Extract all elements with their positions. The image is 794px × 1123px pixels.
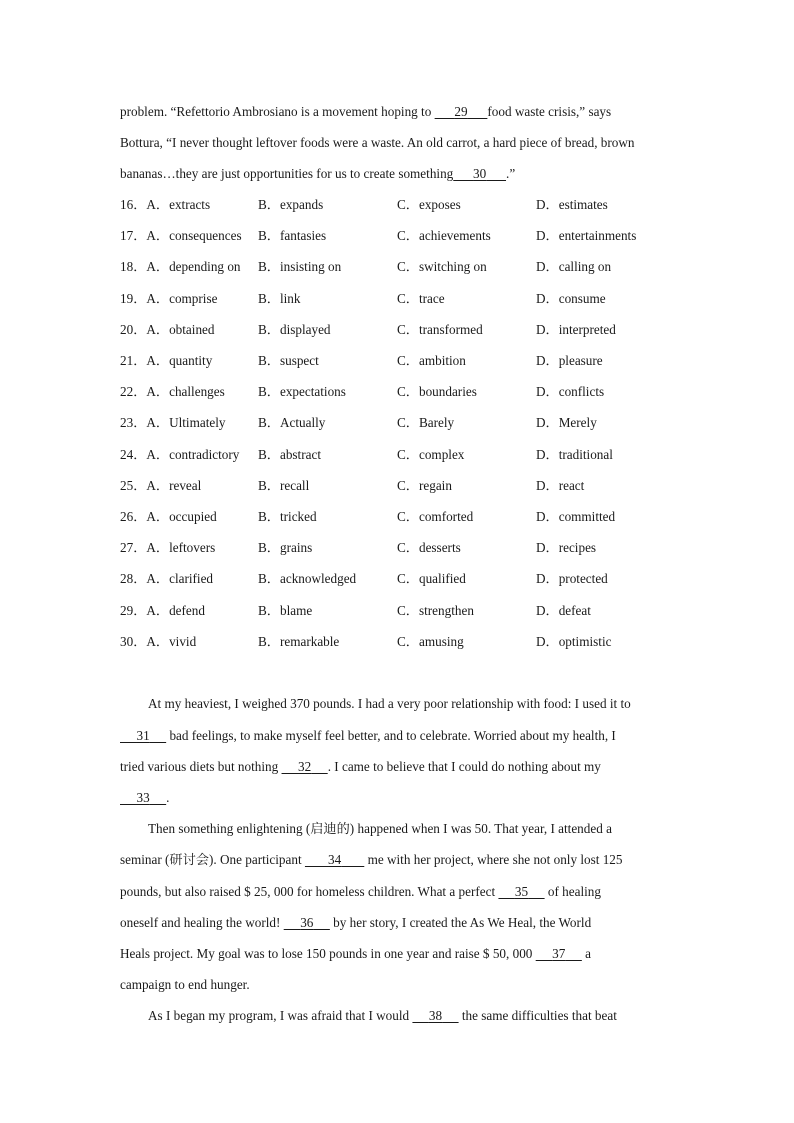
option-b: B．fantasies — [258, 228, 327, 244]
option-d: D．recipes — [536, 540, 597, 556]
question-row — [120, 353, 680, 369]
passage-line: pounds, but also raised $ 25, 000 for homeless children. What a perfect 35 of healing — [120, 884, 601, 899]
option-d: D．estimates — [536, 197, 608, 212]
option-a: 23．A．Ultimately — [120, 415, 226, 431]
passage-line: 33 . — [120, 790, 169, 806]
option-d: D．committed — [536, 509, 616, 524]
passage-line: At my heaviest, I weighed 370 pounds. I had a very poor relationship with food: I used it to — [148, 696, 631, 711]
option-b: B．blame — [258, 602, 313, 618]
question-row — [120, 571, 680, 587]
option-d: D．protected — [536, 571, 608, 587]
blank-36: 36 — [300, 915, 314, 930]
option-c: C．strengthen — [397, 602, 474, 618]
text: food waste crisis,” says — [487, 104, 612, 119]
option-c: C．desserts — [397, 540, 461, 556]
option-d: D．Merely — [536, 415, 597, 431]
blank-32: 32 — [298, 759, 312, 774]
option-b: B．insisting on — [258, 259, 342, 275]
passage-line — [120, 104, 611, 120]
option-d: D．react — [536, 477, 585, 493]
question-row — [120, 603, 680, 619]
text: bananas…they are just opportunities for us to create something — [120, 166, 454, 181]
passage-line: Bottura, “I never thought leftover foods were a waste. An old carrot, a hard piece of bread, brown — [120, 135, 635, 150]
option-b: B．tricked — [258, 509, 317, 524]
option-b: B．recall — [258, 477, 310, 493]
option-c: C．regain — [397, 477, 452, 493]
passage-line: Heals project. My goal was to lose 150 pounds in one year and raise $ 50, 000 37 a — [120, 946, 591, 961]
option-b: B．Actually — [258, 415, 326, 431]
option-d: D．pleasure — [536, 353, 603, 368]
option-c: C．Barely — [397, 415, 455, 431]
passage-line: seminar (研讨会). One participant 34 me with her project, where she not only lost 125 — [120, 852, 623, 867]
question-row — [120, 384, 680, 400]
option-c: C．trace — [397, 290, 445, 306]
option-a: 26．A．occupied — [120, 509, 217, 524]
question-row — [120, 259, 680, 275]
option-a: 30．A．vivid — [120, 633, 197, 649]
option-b: B．expectations — [258, 384, 346, 400]
option-c: C．ambition — [397, 353, 466, 368]
option-d: D．defeat — [536, 602, 591, 618]
option-b: B．abstract — [258, 446, 321, 462]
passage-line: oneself and healing the world! 36 by her story, I created the As We Heal, the World — [120, 915, 592, 930]
option-a: 24．A．contradictory — [120, 446, 240, 462]
option-a: 25．A．reveal — [120, 477, 202, 493]
option-d: D．consume — [536, 290, 606, 306]
option-a: 28．A．clarified — [120, 571, 214, 587]
passage-line: Then something enlightening (启迪的) happened when I was 50. That year, I attended a — [148, 821, 612, 836]
option-b: B．suspect — [258, 353, 319, 368]
option-c: C．boundaries — [397, 384, 477, 400]
option-a: 22．A．challenges — [120, 384, 225, 400]
question-row — [120, 291, 680, 307]
blank-35: 35 — [514, 884, 529, 899]
option-c: C．amusing — [397, 633, 464, 649]
option-c: C．comforted — [397, 509, 474, 524]
passage-line: tried various diets but nothing 32 . I came to believe that I could do nothing about my — [120, 759, 601, 774]
option-a: 21．A．quantity — [120, 353, 213, 368]
option-c: C．achievements — [397, 228, 491, 244]
option-a: 20．A．obtained — [120, 321, 215, 337]
option-c: C．transformed — [397, 321, 483, 337]
option-d: D．calling on — [536, 259, 612, 275]
option-c: C．qualified — [397, 571, 466, 587]
blank-37: 37 — [552, 946, 566, 961]
option-b: B．grains — [258, 540, 313, 556]
option-a: 17．A．consequences — [120, 228, 242, 244]
option-b: B．expands — [258, 197, 324, 212]
passage-line — [120, 166, 515, 182]
option-d: D．conflicts — [536, 384, 605, 400]
question-row — [120, 197, 680, 213]
option-b: B．remarkable — [258, 633, 340, 649]
text: .” — [506, 166, 516, 181]
passage-line: 31 bad feelings, to make myself feel better, and to celebrate. Worried about my health, I — [120, 728, 616, 744]
option-a: 18．A．depending on — [120, 259, 241, 275]
option-a: 19．A．comprise — [120, 290, 218, 306]
question-row — [120, 415, 680, 431]
question-row — [120, 447, 680, 463]
question-row — [120, 509, 680, 525]
option-a: 27．A．leftovers — [120, 540, 216, 556]
option-c: C．exposes — [397, 197, 461, 212]
passage-line: campaign to end hunger. — [120, 977, 250, 992]
option-c: C．switching on — [397, 259, 487, 275]
question-row — [120, 634, 680, 650]
option-d: D．interpreted — [536, 321, 616, 337]
option-c: C．complex — [397, 446, 465, 462]
option-a: 16．A．extracts — [120, 197, 211, 212]
option-d: D．entertainments — [536, 228, 637, 244]
question-row — [120, 478, 680, 494]
passage-line: As I began my program, I was afraid that I would 38 the same difficulties that beat — [148, 1008, 617, 1023]
option-b: B．displayed — [258, 321, 331, 337]
option-b: B．link — [258, 290, 301, 306]
blank-30: 30 — [473, 166, 487, 181]
question-row — [120, 540, 680, 556]
blank-38: 38 — [428, 1008, 443, 1023]
blank-31: 31 — [136, 728, 150, 743]
option-d: D．traditional — [536, 446, 613, 462]
option-b: B．acknowledged — [258, 571, 357, 587]
blank-34: 34 — [328, 852, 342, 867]
text: problem. “Refettorio Ambrosiano is a movement hoping to — [120, 104, 435, 119]
question-row — [120, 228, 680, 244]
option-a: 29．A．defend — [120, 602, 205, 618]
blank-29: 29 — [454, 104, 468, 119]
option-d: D．optimistic — [536, 633, 612, 649]
question-row — [120, 322, 680, 338]
blank-33: 33 — [136, 790, 150, 805]
